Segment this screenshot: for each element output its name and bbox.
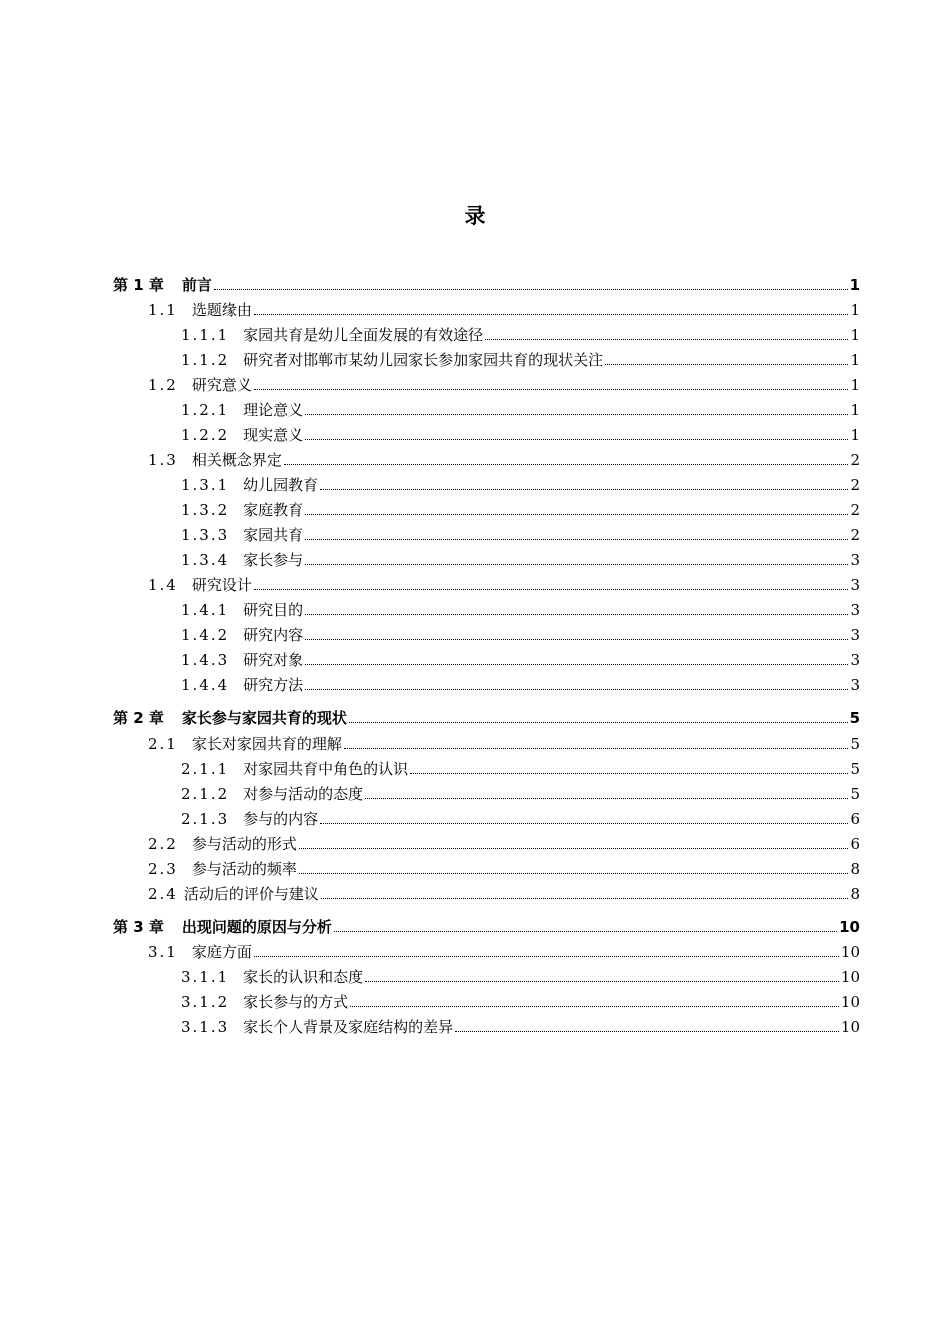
- toc-entry-1-4-1[interactable]: [181, 595, 860, 619]
- toc-entry-number: 1.4.4: [181, 676, 230, 694]
- toc-entry-page: 2: [850, 501, 860, 519]
- toc-entry-page: 1: [850, 301, 860, 319]
- toc-entry-3-1-3[interactable]: [181, 1012, 860, 1036]
- toc-entry-text: 研究方法: [243, 676, 304, 694]
- toc-entry-1-1-1[interactable]: [181, 320, 860, 344]
- toc-entry-text: 相关概念界定: [191, 451, 282, 469]
- toc-entry-2-2[interactable]: [148, 829, 860, 853]
- toc-entry-2-1-1[interactable]: [181, 754, 860, 778]
- toc-entry-text: 参与活动的频率: [191, 860, 297, 878]
- toc-entry-number: 第 1 章: [113, 276, 164, 294]
- toc-entry-number: 第 2 章: [113, 709, 164, 727]
- toc-entry-number: 1.4.3: [181, 651, 230, 669]
- toc-entry-number: 1.1.2: [181, 351, 230, 369]
- toc-entry-page: 3: [850, 576, 860, 594]
- toc-entry-number: 1.4.1: [181, 601, 230, 619]
- toc-entry-number: 1.3.2: [181, 501, 230, 519]
- toc-entry-text: 家庭方面: [191, 943, 252, 961]
- toc-entry-text: 活动后的评价与建议: [183, 885, 319, 903]
- toc-entry-text: 出现问题的原因与分析: [181, 918, 332, 936]
- dot-leader: [305, 689, 848, 690]
- toc-entry-text: 参与的内容: [243, 810, 319, 828]
- toc-entry-1-3[interactable]: [148, 445, 860, 469]
- toc-entry-number: 1.3.4: [181, 551, 230, 569]
- dot-leader: [299, 848, 849, 849]
- toc-entry-number: 2.3: [148, 860, 178, 878]
- dot-leader: [485, 339, 848, 340]
- toc-entry-page: 3: [850, 676, 860, 694]
- toc-entry-text: 选题缘由: [191, 301, 252, 319]
- toc-entry-2-3[interactable]: [148, 854, 860, 878]
- toc-entry-number: 1.3.1: [181, 476, 230, 494]
- toc-entry-text: 家园共育是幼儿全面发展的有效途径: [243, 326, 484, 344]
- toc-entry-page: 1: [850, 326, 860, 344]
- dot-leader: [214, 289, 848, 290]
- toc-entry-1-1[interactable]: [148, 295, 860, 319]
- toc-entry-number: 2.1.3: [181, 810, 230, 828]
- toc-entry-number: 1.2: [148, 376, 178, 394]
- toc-entry-2-1-2[interactable]: [181, 779, 860, 803]
- toc-entry-number: 3.1.3: [181, 1018, 230, 1036]
- dot-leader: [254, 389, 849, 390]
- toc-entry-page: 1: [850, 376, 860, 394]
- toc-entry-number: 2.1.2: [181, 785, 230, 803]
- toc-entry-number: 2.1.1: [181, 760, 230, 778]
- toc-entry-page: 5: [850, 760, 860, 778]
- toc-entry-number: 1.1.1: [181, 326, 230, 344]
- toc-entry-1-2-2[interactable]: [181, 420, 860, 444]
- toc-entry-text: 家长对家园共育的理解: [191, 735, 342, 753]
- toc-entry-text: 家庭教育: [243, 501, 304, 519]
- toc-entry-page: 5: [850, 735, 860, 753]
- toc-entry-2-4[interactable]: [148, 879, 860, 903]
- toc-entry-page: 6: [850, 810, 860, 828]
- toc-entry-text: 家园共育: [243, 526, 304, 544]
- toc-entry-number: 1.4.2: [181, 626, 230, 644]
- toc-entry-text: 研究内容: [243, 626, 304, 644]
- toc-entry-text: 理论意义: [243, 401, 304, 419]
- toc-entry-1-2[interactable]: [148, 370, 860, 394]
- toc-entry-page: 1: [850, 426, 860, 444]
- toc-entry-text: 前言: [181, 276, 212, 294]
- toc-entry-number: 1.1: [148, 301, 178, 319]
- toc-entry-page: 8: [850, 885, 860, 903]
- toc-entry-1-3-4[interactable]: [181, 545, 860, 569]
- toc-entry-chapter-2[interactable]: [113, 703, 860, 727]
- dot-leader: [605, 364, 848, 365]
- dot-leader: [320, 489, 848, 490]
- toc-entry-page: 1: [849, 276, 860, 294]
- toc-entry-text: 研究者对邯郸市某幼儿园家长参加家园共育的现状关注: [243, 351, 604, 369]
- dot-leader: [254, 589, 849, 590]
- dot-leader: [344, 748, 849, 749]
- toc-entry-text: 现实意义: [243, 426, 304, 444]
- toc-entry-1-4-2[interactable]: [181, 620, 860, 644]
- toc-entry-number: 3.1.2: [181, 993, 230, 1011]
- toc-entry-number: 1.3: [148, 451, 178, 469]
- toc-entry-1-2-1[interactable]: [181, 395, 860, 419]
- dot-leader: [321, 898, 849, 899]
- dot-leader: [299, 873, 849, 874]
- toc-entry-number: 3.1.1: [181, 968, 230, 986]
- toc-entry-page: 10: [840, 993, 860, 1011]
- toc-entry-page: 3: [850, 626, 860, 644]
- toc-entry-page: 8: [850, 860, 860, 878]
- toc-entry-text: 家长参与的方式: [243, 993, 349, 1011]
- toc-entry-1-3-2[interactable]: [181, 495, 860, 519]
- toc-entry-text: 研究目的: [243, 601, 304, 619]
- toc-entry-text: 对家园共育中角色的认识: [243, 760, 409, 778]
- dot-leader: [305, 414, 848, 415]
- toc-entry-1-1-2[interactable]: [181, 345, 860, 369]
- toc-entry-number: 3.1: [148, 943, 178, 961]
- dot-leader: [305, 614, 848, 615]
- toc-entry-text: 参与活动的形式: [191, 835, 297, 853]
- dot-leader: [305, 664, 848, 665]
- toc-entry-2-1-3[interactable]: [181, 804, 860, 828]
- toc-entry-3-1-2[interactable]: [181, 987, 860, 1011]
- dot-leader: [410, 773, 848, 774]
- toc-entry-1-3-3[interactable]: [181, 520, 860, 544]
- dot-leader: [305, 564, 848, 565]
- toc-entry-number: 第 3 章: [113, 918, 164, 936]
- dot-leader: [305, 514, 848, 515]
- dot-leader: [254, 314, 849, 315]
- toc-entry-number: 2.1: [148, 735, 178, 753]
- toc-entry-chapter-3[interactable]: [113, 912, 860, 936]
- toc-entry-page: 2: [850, 451, 860, 469]
- toc-entry-3-1[interactable]: [148, 937, 860, 961]
- toc-entry-text: 对参与活动的态度: [243, 785, 364, 803]
- toc-entry-page: 5: [849, 709, 860, 727]
- toc-entry-number: 1.4: [148, 576, 178, 594]
- toc-entry-text: 家长个人背景及家庭结构的差异: [243, 1018, 454, 1036]
- toc-entry-number: 1.2.2: [181, 426, 230, 444]
- toc-entry-page: 1: [850, 401, 860, 419]
- dot-leader: [254, 956, 839, 957]
- toc-entry-page: 10: [840, 1018, 860, 1036]
- dot-leader: [334, 931, 837, 932]
- dot-leader: [365, 981, 839, 982]
- toc-entry-1-4-3[interactable]: [181, 645, 860, 669]
- dot-leader: [349, 722, 848, 723]
- toc-title: 录: [464, 204, 486, 228]
- toc-entry-text: 幼儿园教育: [243, 476, 319, 494]
- toc-entry-text: 研究意义: [191, 376, 252, 394]
- toc-entry-1-4-4[interactable]: [181, 670, 860, 694]
- dot-leader: [350, 1006, 839, 1007]
- toc-entry-page: 6: [850, 835, 860, 853]
- toc-entry-page: 5: [850, 785, 860, 803]
- dot-leader: [320, 823, 848, 824]
- toc-entry-number: 2.4: [148, 885, 178, 903]
- toc-entry-page: 10: [840, 943, 860, 961]
- toc-entry-3-1-1[interactable]: [181, 962, 860, 986]
- toc-entry-page: 3: [850, 651, 860, 669]
- toc-entry-page: 10: [839, 918, 860, 936]
- dot-leader: [284, 464, 849, 465]
- toc-entry-text: 家长参与: [243, 551, 304, 569]
- toc-entry-1-3-1[interactable]: [181, 470, 860, 494]
- toc-entry-text: 家长参与家园共育的现状: [181, 709, 347, 727]
- toc-entry-number: 1.3.3: [181, 526, 230, 544]
- dot-leader: [365, 798, 848, 799]
- toc-entry-number: 2.2: [148, 835, 178, 853]
- dot-leader: [305, 539, 848, 540]
- toc-entry-text: 研究设计: [191, 576, 252, 594]
- toc-entry-text: 研究对象: [243, 651, 304, 669]
- dot-leader: [455, 1031, 839, 1032]
- toc-entry-number: 1.2.1: [181, 401, 230, 419]
- toc-entry-page: 2: [850, 526, 860, 544]
- toc-entry-text: 家长的认识和态度: [243, 968, 364, 986]
- toc-entry-page: 2: [850, 476, 860, 494]
- toc-entry-page: 10: [840, 968, 860, 986]
- dot-leader: [305, 439, 848, 440]
- toc-entry-2-1[interactable]: [148, 729, 860, 753]
- toc-entry-page: 1: [850, 351, 860, 369]
- toc-entry-chapter-1[interactable]: [113, 270, 860, 294]
- toc-entry-page: 3: [850, 551, 860, 569]
- dot-leader: [305, 639, 848, 640]
- toc-entry-1-4[interactable]: [148, 570, 860, 594]
- toc-entry-page: 3: [850, 601, 860, 619]
